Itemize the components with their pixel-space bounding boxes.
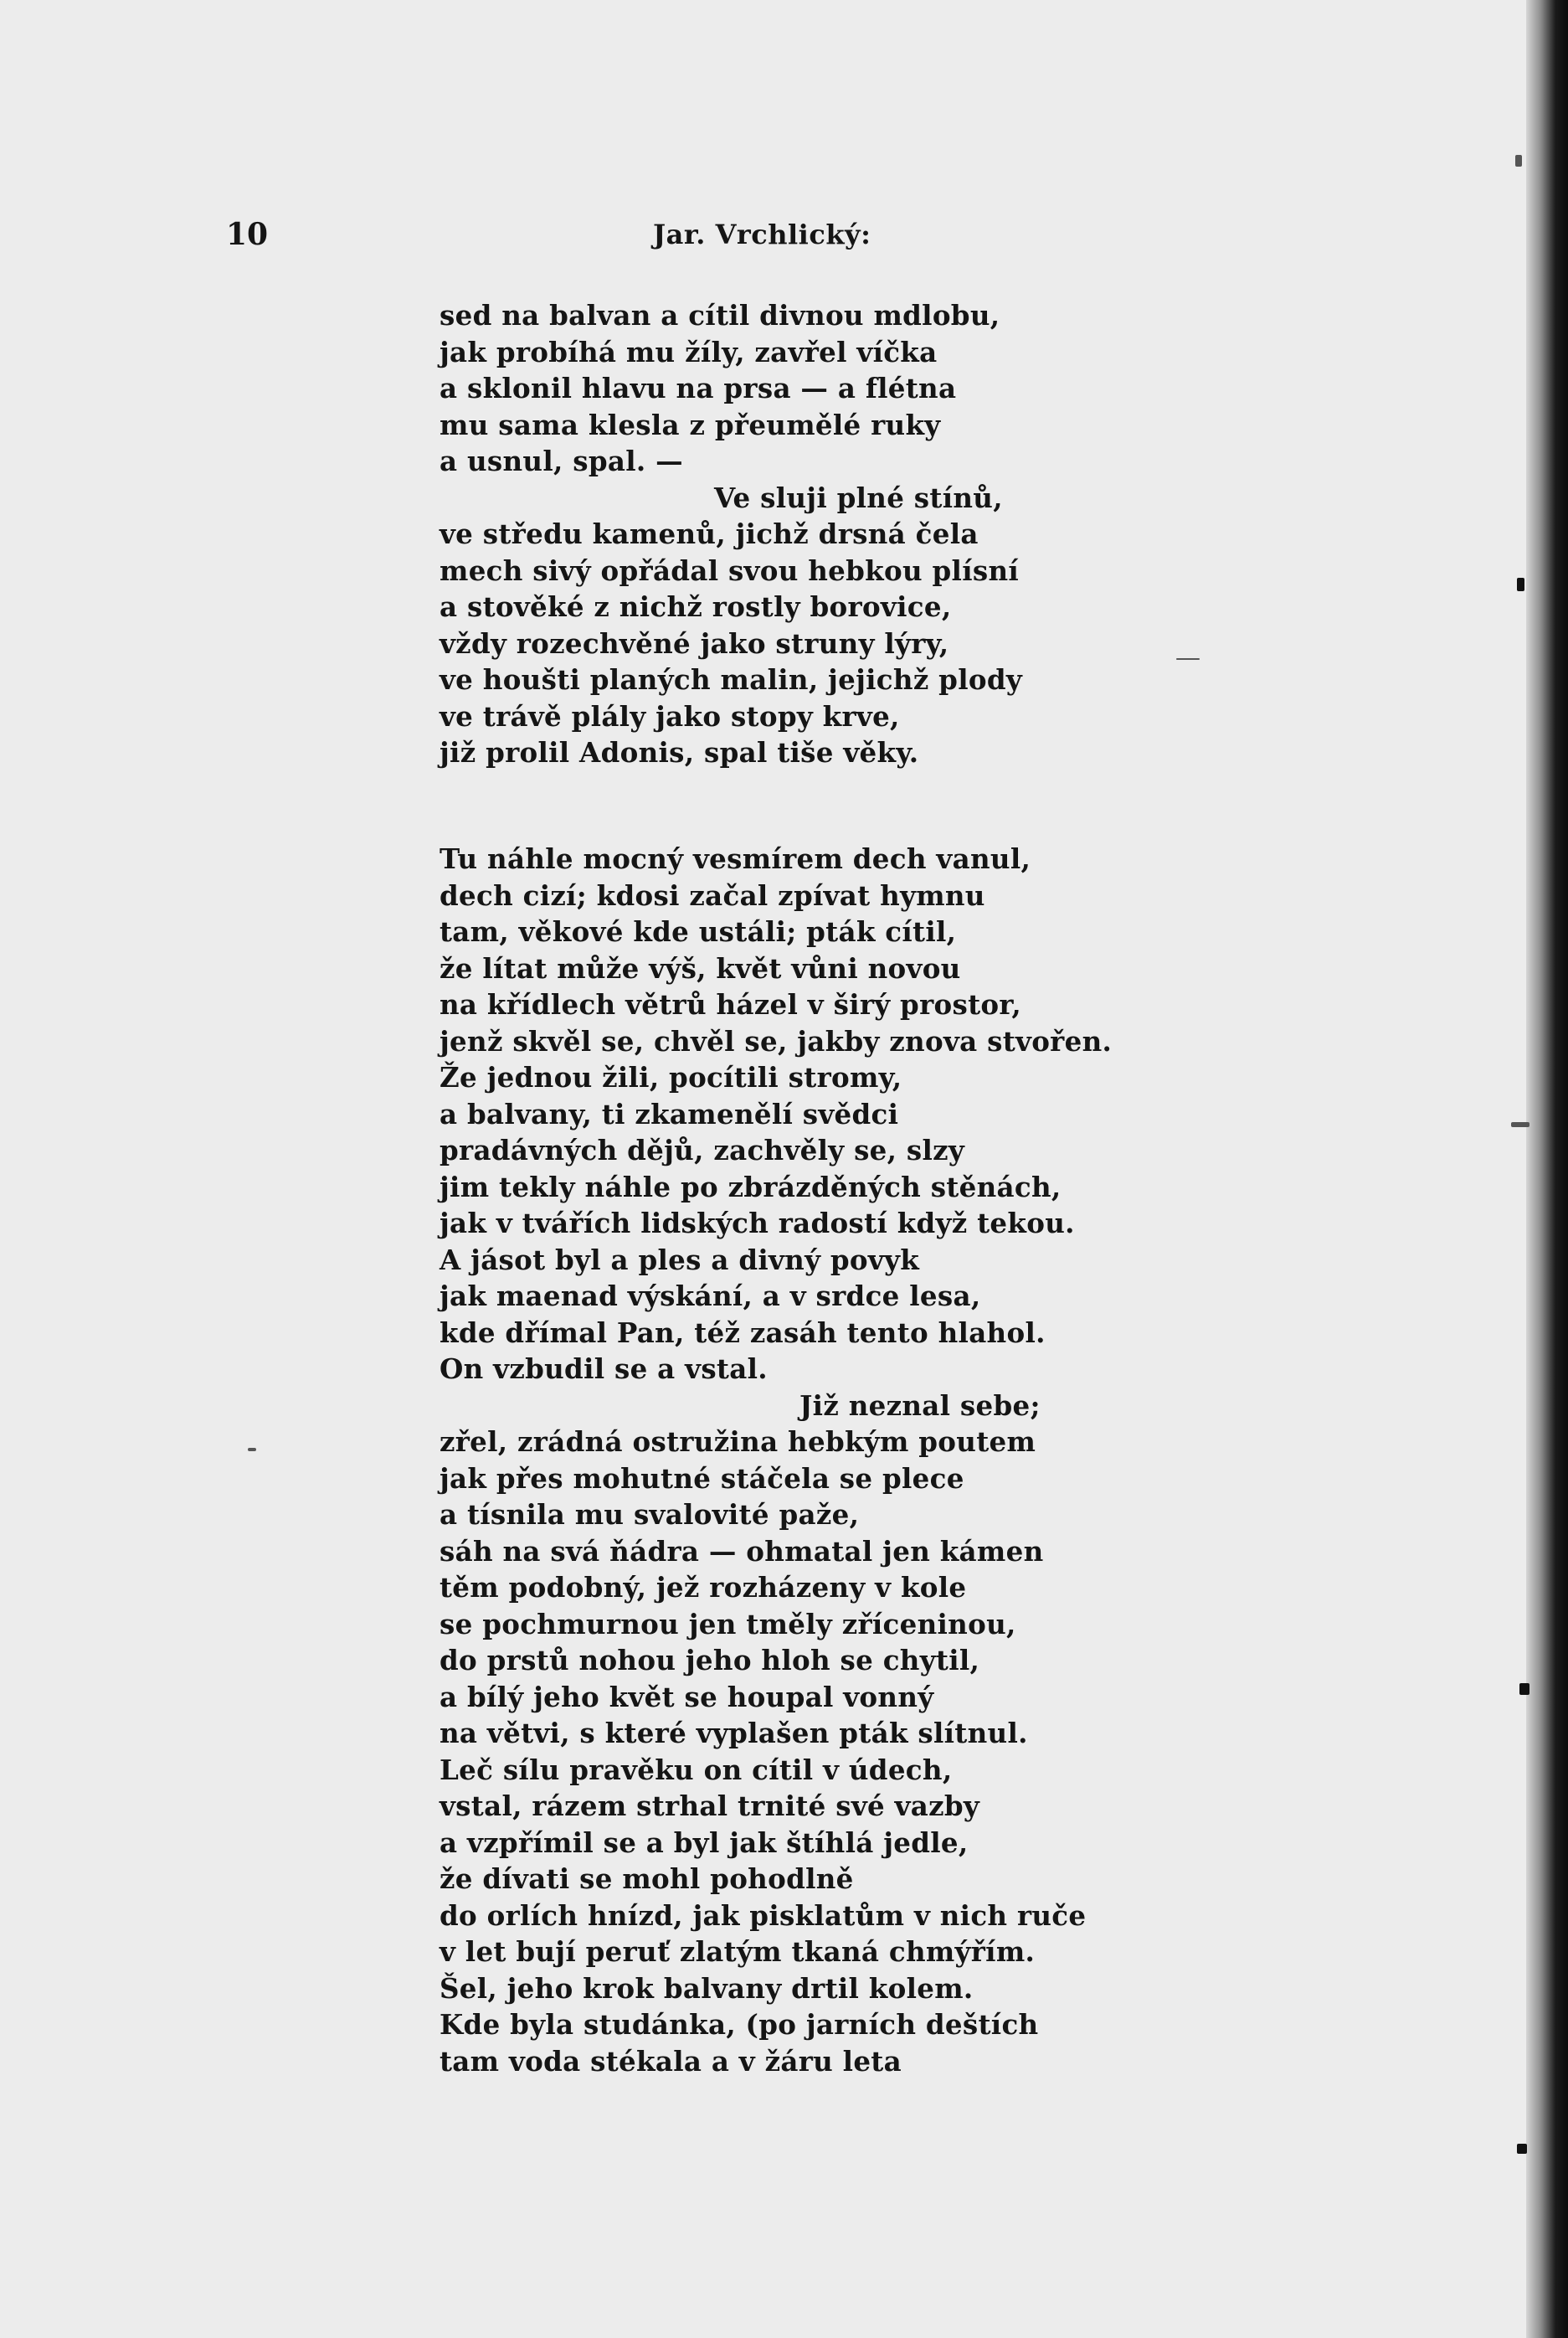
verse-line: tam, věkové kde ustáli; pták cítil, bbox=[440, 915, 957, 948]
speck-mark bbox=[1517, 2144, 1527, 2154]
verse-line: a bílý jeho květ se houpal vonný bbox=[440, 1680, 934, 1713]
page-header bbox=[226, 214, 1457, 255]
verse-line: mu sama klesla z přeumělé ruky bbox=[440, 408, 941, 441]
speck-mark bbox=[248, 1448, 256, 1451]
verse-line: do orlích hnízd, jak pisklatům v nich ruče bbox=[440, 1898, 1087, 1932]
verse-line: ve trávě plály jako stopy krve, bbox=[440, 699, 900, 733]
stanza-1 bbox=[440, 297, 1022, 771]
verse-line: jim tekly náhle po zbrázděných stěnách, bbox=[440, 1170, 1062, 1203]
verse-line: ve středu kamenů, jichž drsná čela bbox=[440, 518, 979, 550]
verse-line: v let bují peruť zlatým tkaná chmýřím. bbox=[440, 1935, 1036, 1968]
speck-mark bbox=[1176, 658, 1200, 660]
verse-line: zřel, zrádná ostružina hebkým poutem bbox=[440, 1425, 1036, 1458]
verse-line: Již neznal sebe; bbox=[799, 1388, 1041, 1422]
verse-line: ve houšti planých malin, jejichž plody bbox=[440, 663, 1023, 696]
verse-line: na větvi, s které vyplašen pták slítnul. bbox=[440, 1717, 1028, 1749]
verse-line: Leč sílu pravěku on cítil v údech, bbox=[440, 1753, 953, 1786]
verse-line: se pochmurnou jen tměly zříceninou, bbox=[440, 1607, 1016, 1640]
verse-line: dech cizí; kdosi začal zpívat hymnu bbox=[440, 878, 985, 912]
verse-line: na křídlech větrů házel v širý prostor, bbox=[440, 988, 1022, 1021]
verse-line: a balvany, ti zkamenělí svědci bbox=[440, 1097, 899, 1130]
verse-line: a sklonil hlavu na prsa — a flétna bbox=[440, 372, 957, 404]
verse-line: sed na balvan a cítil divnou mdlobu, bbox=[440, 299, 1000, 332]
verse-line: pradávných dějů, zachvěly se, slzy bbox=[440, 1134, 965, 1166]
verse-line: mech sivý opřádal svou hebkou plísní bbox=[440, 554, 1020, 587]
verse-line: a tísnila mu svalovité paže, bbox=[440, 1498, 860, 1531]
speck-mark bbox=[1515, 155, 1522, 167]
verse-line: do prstů nohou jeho hloh se chytil, bbox=[440, 1644, 980, 1676]
verse-line: A jásot byl a ples a divný povyk bbox=[440, 1243, 920, 1276]
verse-line: a stověké z nichž rostly borovice, bbox=[440, 590, 952, 623]
verse-line: jak maenad výskání, a v srdce lesa, bbox=[440, 1280, 981, 1312]
verse-line: že dívati se mohl pohodlně bbox=[440, 1862, 854, 1895]
verse-line: tam voda stékala a v žáru leta bbox=[440, 2044, 902, 2078]
verse-line: On vzbudil se a vstal. bbox=[440, 1352, 768, 1385]
verse-line: vstal, rázem strhal trnité své vazby bbox=[440, 1790, 980, 1822]
speck-mark bbox=[1517, 578, 1524, 591]
verse-line: Ve sluji plné stínů, bbox=[714, 481, 1003, 514]
verse-line: Že jednou žili, pocítili stromy, bbox=[440, 1061, 902, 1094]
verse-line: vždy rozechvěné jako struny lýry, bbox=[440, 626, 949, 660]
page-number: 10 bbox=[226, 217, 269, 252]
verse-line: jenž skvěl se, chvěl se, jakby znova stvořen. bbox=[440, 1024, 1113, 1058]
verse-line: Šel, jeho krok balvany drtil kolem. bbox=[440, 1971, 974, 2005]
verse-line: že lítat může výš, květ vůni novou bbox=[440, 951, 961, 985]
running-head: Jar. Vrchlický: bbox=[653, 219, 871, 250]
verse-line: Kde byla studánka, (po jarních deštích bbox=[440, 2008, 1039, 2041]
speck-mark bbox=[1519, 1683, 1529, 1695]
verse-line: jak v tvářích lidských radostí když tekou. bbox=[440, 1207, 1075, 1239]
speck-mark bbox=[1511, 1122, 1529, 1127]
stanza-2 bbox=[440, 841, 1112, 2079]
verse-line: již prolil Adonis, spal tiše věky. bbox=[440, 736, 919, 769]
verse-line: těm podobný, jež rozházeny v kole bbox=[440, 1571, 967, 1604]
verse-line: jak přes mohutné stáčela se plece bbox=[440, 1461, 964, 1495]
verse-line: kde dřímal Pan, též zasáh tento hlahol. bbox=[440, 1316, 1046, 1349]
verse-line: a usnul, spal. — bbox=[440, 445, 683, 477]
verse-line: a vzpřímil se a byl jak štíhlá jedle, bbox=[440, 1826, 969, 1859]
verse-line: Tu náhle mocný vesmírem dech vanul, bbox=[440, 842, 1031, 875]
verse-line: sáh na svá ňádra — ohmatal jen kámen bbox=[440, 1534, 1044, 1568]
verse-line: jak probíhá mu žíly, zavřel víčka bbox=[440, 335, 938, 368]
page-binding-edge bbox=[1526, 0, 1568, 2338]
